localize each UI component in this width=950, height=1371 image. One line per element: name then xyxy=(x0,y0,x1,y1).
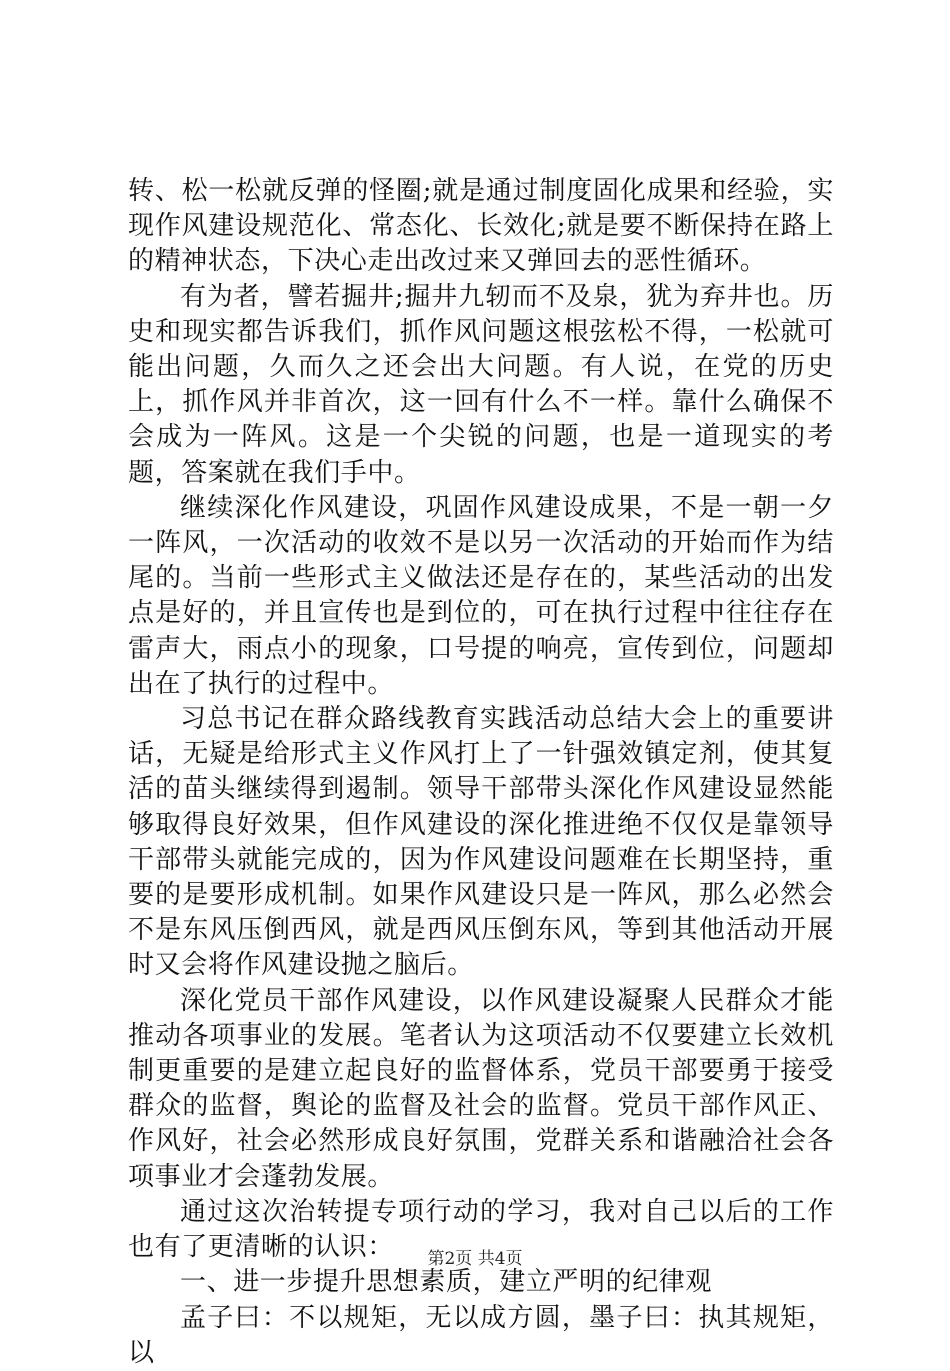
document-body xyxy=(128,174,834,1371)
page-number-footer: 第2页 共4页 xyxy=(427,1249,523,1269)
paragraph-6: 通过这次治转提专项行动的学习，我对自己以后的工作也有了更清晰的认识： xyxy=(128,1196,834,1263)
section-heading: 一、进一步提升思想素质，建立严明的纪律观 xyxy=(180,1267,713,1298)
paragraph-7: 孟子曰：不以规矩，无以成方圆，墨子曰：执其规矩，以 xyxy=(128,1302,834,1368)
paragraph-1: 转、松一松就反弹的怪圈;就是通过制度固化成果和经验，实现作风建设规范化、常态化、长效化;就是要不断保持在路上的精神状态，下决心走出改过来又弹回去的恶性循环。 xyxy=(128,176,834,277)
paragraph-3: 继续深化作风建设，巩固作风建设成果，不是一朝一夕一阵风，一次活动的收效不是以另一次活动的开始而作为结尾的。当前一些形式主义做法还是存在的，某些活动的出发点是好的，并且宣传也是到位的，可在执行过程中往往存在雷声大，雨点小的现象，口号提的响亮，宣传到位，问题却出在了执行的过程中。 xyxy=(128,492,834,699)
paragraph-5: 深化党员干部作风建设，以作风建设凝聚人民群众才能推动各项事业的发展。笔者认为这项活动不仅要建立长效机制更重要的是建立起良好的监督体系，党员干部要勇于接受群众的监督，舆论的监督及社会的监督。党员干部作风正、作风好，社会必然形成良好氛围，党群关系和谐融洽社会各项事业才会蓬勃发展。 xyxy=(128,985,834,1192)
paragraph-4: 习总书记在群众路线教育实践活动总结大会上的重要讲话，无疑是给形式主义作风打上了一针强效镇定剂，使其复活的苗头继续得到遏制。领导干部带头深化作风建设显然能够取得良好效果，但作风建设的深化推进绝不仅仅是靠领导干部带头就能完成的，因为作风建设问题难在长期坚持，重要的是要形成机制。如果作风建设只是一阵风，那么必然会不是东风压倒西风，就是西风压倒东风，等到其他活动开展时又会将作风建设抛之脑后。 xyxy=(128,704,834,981)
paragraph-2: 有为者，譬若掘井;掘井九轫而不及泉，犹为弃井也。历史和现实都告诉我们，抓作风问题这根弦松不得，一松就可能出问题，久而久之还会出大问题。有人说，在党的历史上，抓作风并非首次，这一回有什么不一样。靠什么确保不会成为一阵风。这是一个尖锐的问题，也是一道现实的考题，答案就在我们手中。 xyxy=(128,281,834,488)
